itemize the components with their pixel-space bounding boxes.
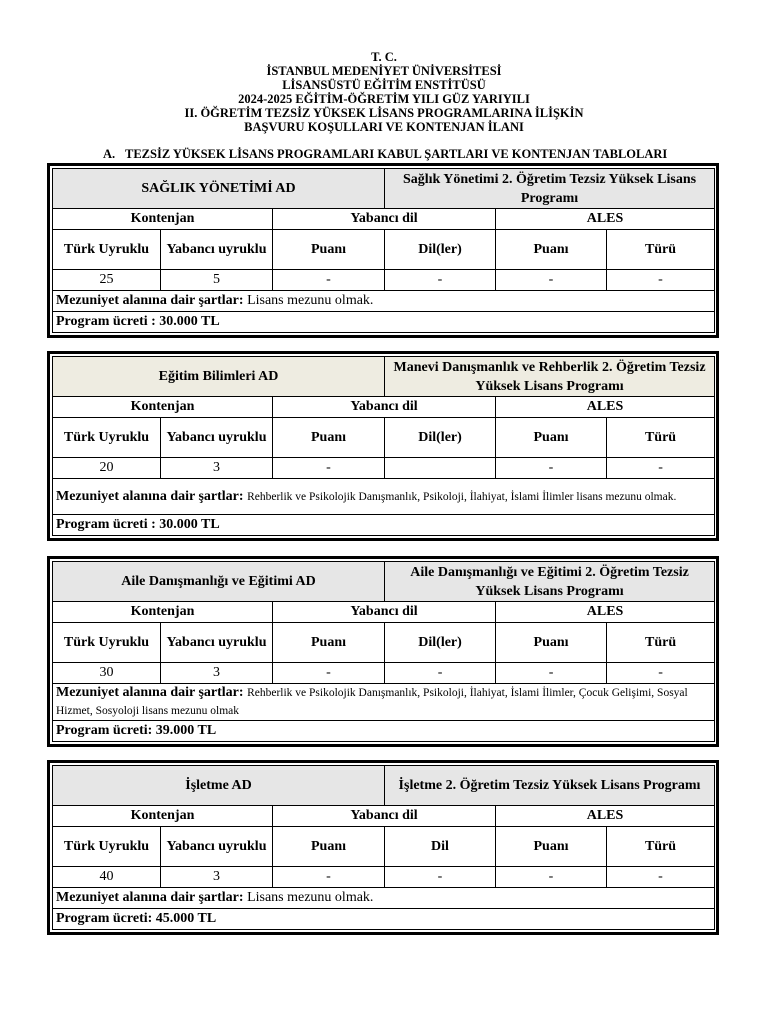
program-name: Sağlık Yönetimi 2. Öğretim Tezsiz Yüksek Lisans Programı: [385, 169, 715, 209]
yabanci-kontenjan-value: 3: [161, 663, 273, 684]
ales-header: ALES: [496, 209, 715, 230]
dil-puani-header: Puanı: [273, 827, 385, 867]
dil-puani-value: -: [273, 663, 385, 684]
turk-kontenjan-value: 25: [53, 270, 161, 291]
mezuniyet-row: [53, 888, 715, 909]
diller-value: [385, 458, 496, 479]
program-name: İşletme 2. Öğretim Tezsiz Yüksek Lisans Programı: [385, 766, 715, 806]
ales-turu-header: Türü: [607, 623, 715, 663]
yabanci-kontenjan-value: 3: [161, 458, 273, 479]
mezuniyet-value: Lisans mezunu olmak.: [247, 293, 374, 308]
ales-puani-value: -: [496, 458, 607, 479]
ales-puani-value: -: [496, 867, 607, 888]
department-name: Eğitim Bilimleri AD: [53, 357, 385, 397]
department-name: SAĞLIK YÖNETİMİ AD: [53, 169, 385, 209]
turk-kontenjan-value: 30: [53, 663, 161, 684]
ales-puani-value: -: [496, 663, 607, 684]
section-title: [103, 147, 667, 162]
mezuniyet-label: Mezuniyet alanına dair şartlar:: [56, 293, 244, 308]
mezuniyet-label: Mezuniyet alanına dair şartlar:: [56, 685, 244, 700]
kontenjan-header: Kontenjan: [53, 806, 273, 827]
ales-turu-header: Türü: [607, 230, 715, 270]
diller-header: Dil(ler): [385, 418, 496, 458]
dil-puani-value: -: [273, 458, 385, 479]
ales-header: ALES: [496, 602, 715, 623]
ales-puani-header: Puanı: [496, 623, 607, 663]
yabanci-kontenjan-value: 3: [161, 867, 273, 888]
header-line: II. ÖĞRETİM TEZSİZ YÜKSEK LİSANS PROGRAMLARINA İLİŞKİN: [184, 106, 584, 120]
yabanci-dil-header: Yabancı dil: [273, 209, 496, 230]
mezuniyet-row: [53, 479, 715, 515]
section-number: A.: [103, 147, 116, 161]
ales-turu-value: -: [607, 270, 715, 291]
ales-puani-header: Puanı: [496, 418, 607, 458]
mezuniyet-value: Rehberlik ve Psikolojik Danışmanlık, Psikoloji, İlahiyat, İslami İlimler, Çocuk Gelişimi, Sosyal Hizmet, Sosyoloji lisans mezunu olmak: [56, 687, 688, 717]
mezuniyet-label: Mezuniyet alanına dair şartlar:: [56, 488, 244, 504]
kontenjan-header: Kontenjan: [53, 397, 273, 418]
program-ucreti: Program ücreti: 45.000 TL: [53, 909, 715, 930]
ales-puani-value: -: [496, 270, 607, 291]
department-name: İşletme AD: [53, 766, 385, 806]
mezuniyet-value: Rehberlik ve Psikolojik Danışmanlık, Psikoloji, İlahiyat, İslami İlimler lisans mezunu olmak.: [247, 490, 677, 503]
yabanci-dil-header: Yabancı dil: [273, 806, 496, 827]
ales-turu-value: -: [607, 458, 715, 479]
program-name: Manevi Danışmanlık ve Rehberlik 2. Öğretim Tezsiz Yüksek Lisans Programı: [385, 357, 715, 397]
program-ucreti: Program ücreti : 30.000 TL: [53, 515, 715, 536]
yabanci-dil-header: Yabancı dil: [273, 397, 496, 418]
program-ucreti: Program ücreti : 30.000 TL: [53, 312, 715, 333]
program-table: [52, 765, 715, 930]
header-line: İSTANBUL MEDENİYET ÜNİVERSİTESİ: [266, 64, 502, 78]
ales-puani-header: Puanı: [496, 827, 607, 867]
mezuniyet-row: [53, 291, 715, 312]
turk-uyruklu-header: Türk Uyruklu: [53, 230, 161, 270]
section-title-text: TEZSİZ YÜKSEK LİSANS PROGRAMLARI KABUL ŞARTLARI VE KONTENJAN TABLOLARI: [125, 147, 668, 161]
kontenjan-header: Kontenjan: [53, 602, 273, 623]
program-table: [52, 561, 715, 742]
ales-header: ALES: [496, 806, 715, 827]
yabanci-uyruklu-header: Yabancı uyruklu: [161, 418, 273, 458]
program-ucreti: Program ücreti: 39.000 TL: [53, 721, 715, 742]
program-table: [52, 356, 715, 536]
header-line: 2024-2025 EĞİTİM-ÖĞRETİM YILI GÜZ YARIYILI: [238, 92, 530, 106]
ales-turu-header: Türü: [607, 827, 715, 867]
mezuniyet-row: [53, 684, 715, 721]
yabanci-uyruklu-header: Yabancı uyruklu: [161, 827, 273, 867]
diller-header: Dil(ler): [385, 623, 496, 663]
dil-puani-header: Puanı: [273, 230, 385, 270]
turk-uyruklu-header: Türk Uyruklu: [53, 623, 161, 663]
ales-turu-value: -: [607, 663, 715, 684]
header-line: T. C.: [371, 50, 397, 64]
dil-puani-header: Puanı: [273, 623, 385, 663]
turk-uyruklu-header: Türk Uyruklu: [53, 418, 161, 458]
dil-puani-value: -: [273, 867, 385, 888]
diller-header: Dil(ler): [385, 230, 496, 270]
yabanci-dil-header: Yabancı dil: [273, 602, 496, 623]
mezuniyet-label: Mezuniyet alanına dair şartlar:: [56, 890, 244, 905]
yabanci-kontenjan-value: 5: [161, 270, 273, 291]
program-table-manevi-danismanlik: [47, 351, 719, 541]
diller-value: -: [385, 270, 496, 291]
dil-header: Dil: [385, 827, 496, 867]
yabanci-uyruklu-header: Yabancı uyruklu: [161, 230, 273, 270]
header-line: BAŞVURU KOŞULLARI VE KONTENJAN İLANI: [244, 120, 524, 134]
document-header: [0, 50, 768, 134]
mezuniyet-value: Lisans mezunu olmak.: [247, 890, 374, 905]
ales-turu-value: -: [607, 867, 715, 888]
turk-uyruklu-header: Türk Uyruklu: [53, 827, 161, 867]
program-table-saglik-yonetimi: [47, 163, 719, 338]
turk-kontenjan-value: 20: [53, 458, 161, 479]
program-table: [52, 168, 715, 333]
ales-puani-header: Puanı: [496, 230, 607, 270]
dil-puani-header: Puanı: [273, 418, 385, 458]
diller-value: -: [385, 663, 496, 684]
ales-header: ALES: [496, 397, 715, 418]
ales-turu-header: Türü: [607, 418, 715, 458]
dil-puani-value: -: [273, 270, 385, 291]
program-table-aile-danismanligi: [47, 556, 719, 747]
program-table-isletme: [47, 760, 719, 935]
kontenjan-header: Kontenjan: [53, 209, 273, 230]
program-name: Aile Danışmanlığı ve Eğitimi 2. Öğretim Tezsiz Yüksek Lisans Programı: [385, 562, 715, 602]
department-name: Aile Danışmanlığı ve Eğitimi AD: [53, 562, 385, 602]
diller-value: -: [385, 867, 496, 888]
turk-kontenjan-value: 40: [53, 867, 161, 888]
header-line: LİSANSÜSTÜ EĞİTİM ENSTİTÜSÜ: [282, 78, 486, 92]
yabanci-uyruklu-header: Yabancı uyruklu: [161, 623, 273, 663]
